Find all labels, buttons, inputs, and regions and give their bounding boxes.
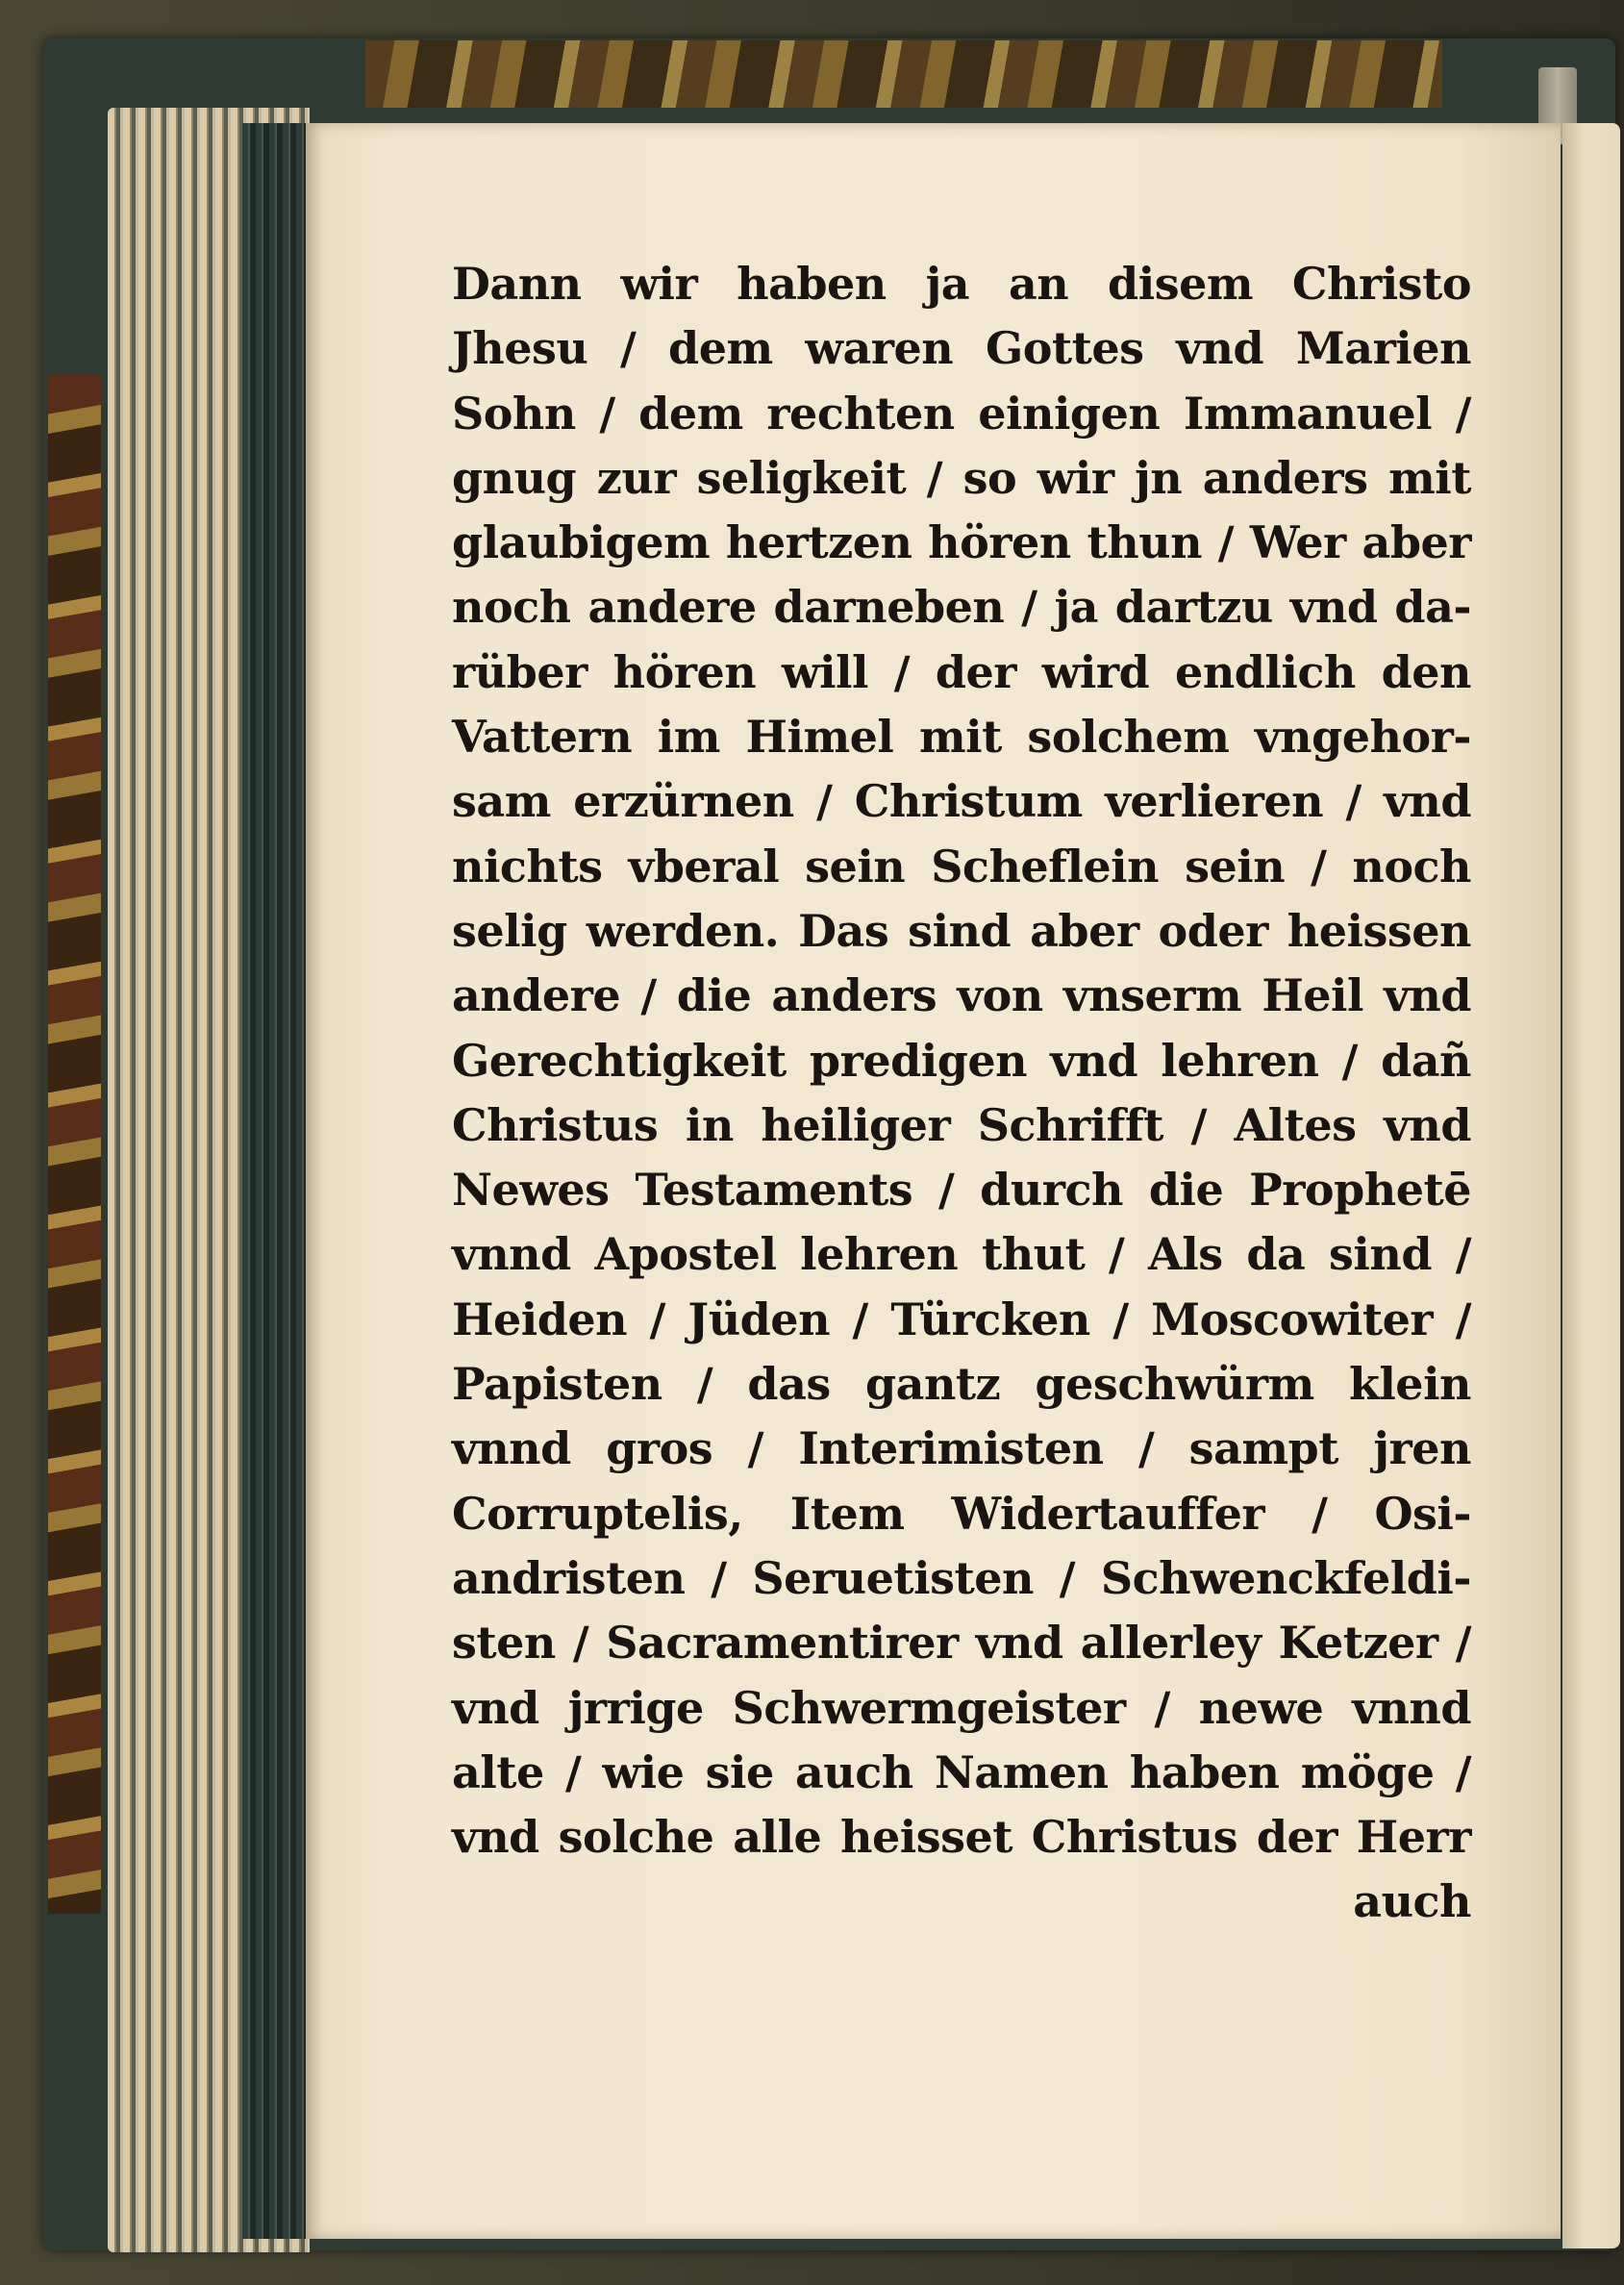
text-line: Vattern im Himel mit solchem vngehor- — [452, 711, 1471, 764]
text-line: Christus in heiliger Schrifft / Altes vnd — [452, 1098, 1471, 1151]
text-line: Heiden / Jüden / Türcken / Moscowiter / — [452, 1293, 1471, 1345]
text-line: andere / die anders von vnserm Heil vnd — [452, 969, 1471, 1022]
text-line: Sohn / dem rechten einigen Immanuel / — [452, 387, 1471, 439]
text-line: Corruptelis, Item Widertauffer / Osi- — [452, 1487, 1471, 1540]
text-line: Newes Testaments / durch die Prophetē — [452, 1164, 1471, 1217]
text-line: gnug zur seligkeit / so wir jn anders mit — [452, 451, 1471, 504]
text-line: alte / wie sie auch Namen haben möge / — [452, 1745, 1471, 1798]
text-line: Gerechtigkeit predigen vnd lehren / dañ — [452, 1034, 1471, 1087]
catchword: auch — [1353, 1875, 1471, 1928]
facing-page-edge — [1562, 123, 1620, 2248]
text-line: selig werden. Das sind aber oder heissen — [452, 904, 1471, 957]
text-line: Dann wir haben ja an disem Christo — [452, 258, 1471, 310]
text-line: vnd solche alle heisset Christus der Herr — [452, 1811, 1471, 1864]
text-line: noch andere darneben / ja dartzu vnd da- — [452, 581, 1471, 634]
text-line: sten / Sacramentirer vnd allerley Ketzer / — [452, 1617, 1471, 1670]
text-line: Jhesu / dem waren Gottes vnd Marien — [452, 322, 1471, 375]
marbled-board-left — [48, 375, 101, 1914]
text-line: vnd jrrige Schwermgeister / newe vnnd — [452, 1681, 1471, 1734]
text-line: glaubigem hertzen hören thun / Wer aber — [452, 516, 1471, 569]
text-line: andristen / Seruetisten / Schwenckfeldi- — [452, 1551, 1471, 1604]
text-line: vnnd Apostel lehren thut / Als da sind / — [452, 1228, 1471, 1281]
text-line: sam erzürnen / Christum verlieren / vnd — [452, 775, 1471, 828]
page-edges-inner — [242, 123, 310, 2239]
text-line: vnnd gros / Interimisten / sampt jren — [452, 1422, 1471, 1475]
text-line: nichts vberal sein Scheflein sein / noch — [452, 840, 1471, 892]
marbled-board-top — [365, 40, 1442, 108]
text-line: Papisten / das gantz geschwürm klein — [452, 1358, 1471, 1411]
text-line: rüber hören will / der wird endlich den — [452, 645, 1471, 698]
text-block — [452, 252, 1471, 1935]
